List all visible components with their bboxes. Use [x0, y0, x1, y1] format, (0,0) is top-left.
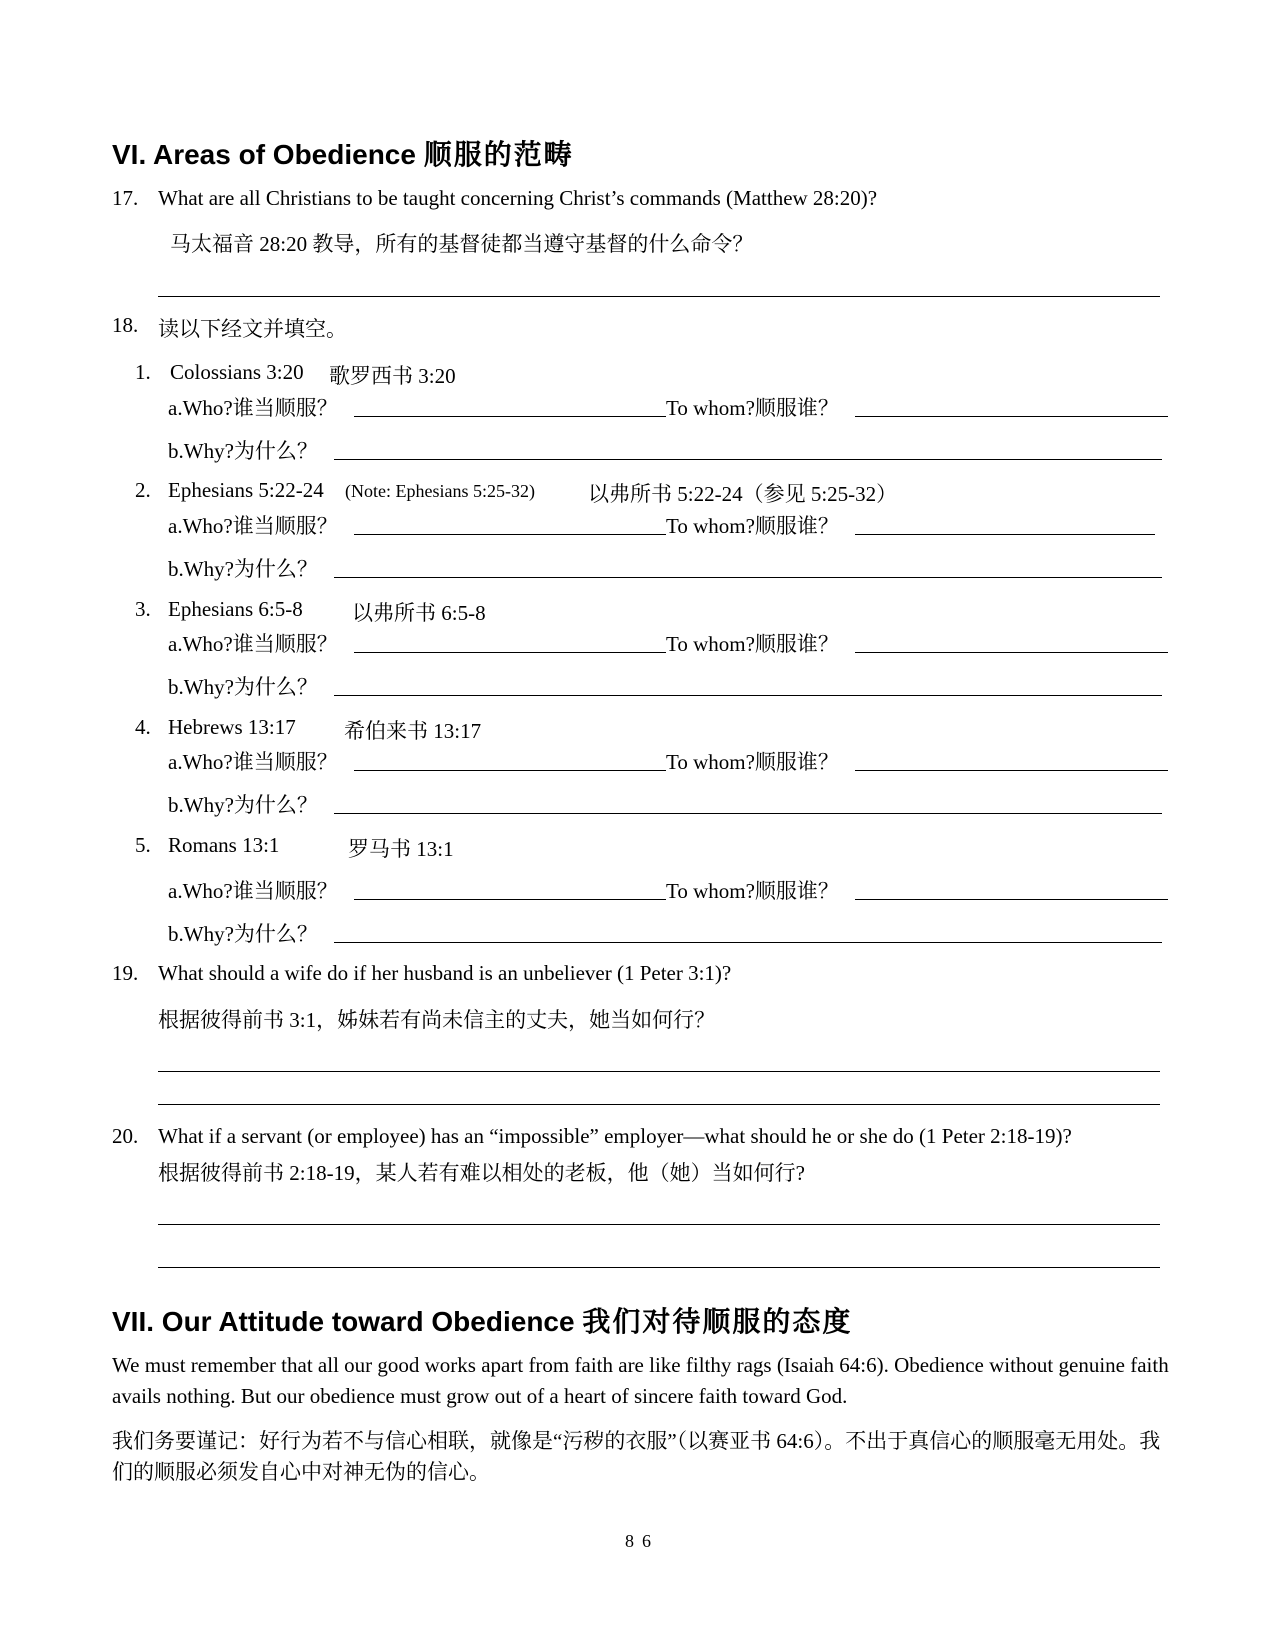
scripture-reference-zh: 歌罗西书 3:20 [329, 364, 456, 388]
to-whom-answer-line[interactable] [855, 899, 1168, 900]
item-number: 1. [135, 360, 151, 384]
scripture-reference: Colossians 3:20 [170, 360, 304, 384]
question-text-zh: 根据彼得前书 2:18-19，某人若有难以相处的老板，他（她）当如何行? [158, 1161, 805, 1185]
who-answer-line[interactable] [354, 770, 666, 771]
question-text-en: What are all Christians to be taught concerning Christ’s commands (Matthew 28:20)? [158, 186, 878, 210]
scripture-reference-zh: 罗马书 13:1 [348, 837, 454, 861]
section-title-zh: 我们对待顺服的态度 [582, 1305, 853, 1338]
why-label: b.Why?为什么？ [168, 439, 318, 463]
section-heading [112, 133, 574, 173]
answer-line[interactable] [158, 1071, 1160, 1072]
why-label: b.Why?为什么？ [168, 793, 318, 817]
question-text-zh: 根据彼得前书 3:1，姊妹若有尚未信主的丈夫，她当如何行？ [158, 1008, 716, 1032]
why-answer-line[interactable] [334, 695, 1162, 696]
item-number: 3. [135, 597, 151, 621]
answer-line[interactable] [158, 1267, 1160, 1268]
paragraph-en: We must remember that all our good works apart from faith are like filthy rags (Isaiah 64:6). Obedience without genuine faith avails nothing. But our obedience must grow out of a heart of sincere faith toward God. [112, 1353, 1169, 1408]
answer-line[interactable] [158, 296, 1160, 297]
question-text-zh: 马太福音 28:20 教导，所有的基督徒都当遵守基督的什么命令？ [170, 232, 754, 256]
to-whom-label: To whom?顺服谁？ [666, 514, 839, 538]
question-text-en: What if a servant (or employee) has an “impossible” employer—what should he or she do (1 Peter 2:18-19)? [158, 1124, 1072, 1148]
why-answer-line[interactable] [334, 577, 1162, 578]
to-whom-answer-line[interactable] [855, 416, 1168, 417]
who-answer-line[interactable] [354, 899, 666, 900]
to-whom-label: To whom?顺服谁？ [666, 632, 839, 656]
scripture-reference-zh: 希伯来书 13:17 [344, 719, 482, 743]
to-whom-label: To whom?顺服谁？ [666, 396, 839, 420]
who-label: a.Who?谁当顺服？ [168, 879, 338, 903]
paragraph-zh: 我们务要谨记：好行为若不与信心相联，就像是“污秽的衣服”（以赛亚书 64:6）。不出于真信心的顺服毫无用处。我们的顺服必须发自心中对神无伪的信心。 [112, 1429, 1161, 1484]
to-whom-answer-line[interactable] [855, 534, 1155, 535]
to-whom-label: To whom?顺服谁？ [666, 879, 839, 903]
item-number: 5. [135, 833, 151, 857]
question-number: 20. [112, 1124, 139, 1148]
who-label: a.Who?谁当顺服？ [168, 750, 338, 774]
scripture-reference-zh: 以弗所书 5:22-24（参见 5:25-32） [588, 482, 898, 506]
section-title: VI. Areas of Obedience [112, 139, 416, 170]
question-text-en: What should a wife do if her husband is an unbeliever (1 Peter 3:1)? [158, 961, 732, 985]
scripture-reference: Romans 13:1 [168, 833, 280, 857]
page-number: 86 [625, 1531, 659, 1551]
why-answer-line[interactable] [334, 942, 1162, 943]
scripture-reference: Ephesians 6:5-8 [168, 597, 303, 621]
to-whom-answer-line[interactable] [855, 652, 1168, 653]
section-title: VII. Our Attitude toward Obedience [112, 1306, 575, 1337]
scripture-reference: Ephesians 5:22-24 [168, 478, 324, 502]
who-answer-line[interactable] [354, 534, 666, 535]
to-whom-label: To whom?顺服谁？ [666, 750, 839, 774]
question-number: 17. [112, 186, 139, 210]
section-title-zh: 顺服的范畴 [423, 138, 574, 171]
item-number: 4. [135, 715, 151, 739]
answer-line[interactable] [158, 1224, 1160, 1225]
why-label: b.Why?为什么？ [168, 675, 318, 699]
who-label: a.Who?谁当顺服？ [168, 632, 338, 656]
to-whom-answer-line[interactable] [855, 770, 1168, 771]
scripture-note: (Note: Ephesians 5:25-32) [345, 481, 535, 501]
scripture-reference-zh: 以弗所书 6:5-8 [352, 601, 486, 625]
who-label: a.Who?谁当顺服？ [168, 514, 338, 538]
answer-line[interactable] [158, 1104, 1160, 1105]
question-number: 19. [112, 961, 139, 985]
section-heading [112, 1300, 852, 1340]
why-label: b.Why?为什么？ [168, 922, 318, 946]
who-answer-line[interactable] [354, 652, 666, 653]
why-label: b.Why?为什么？ [168, 557, 318, 581]
why-answer-line[interactable] [334, 459, 1162, 460]
item-number: 2. [135, 478, 151, 502]
scripture-reference: Hebrews 13:17 [168, 715, 296, 739]
who-answer-line[interactable] [354, 416, 666, 417]
who-label: a.Who?谁当顺服？ [168, 396, 338, 420]
why-answer-line[interactable] [334, 813, 1162, 814]
question-number: 18. [112, 313, 139, 337]
question-text-zh: 读以下经文并填空。 [158, 317, 347, 341]
